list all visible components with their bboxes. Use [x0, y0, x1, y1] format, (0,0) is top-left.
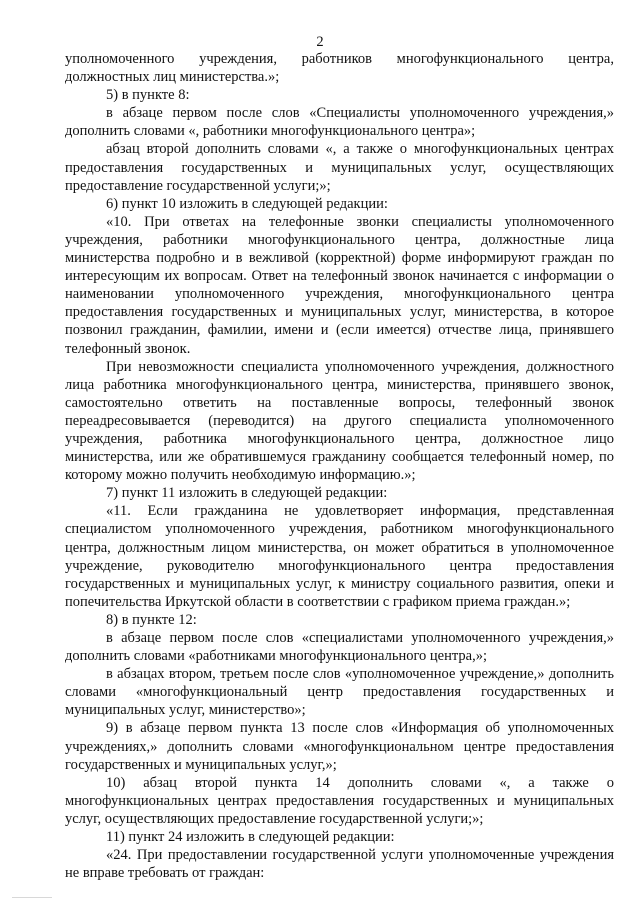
paragraph: 9) в абзаце первом пункта 13 после слов «Информация об уполномоченных учреждениях,» дополнить словами «многофункциональном центре предоставления государственных и муниципальных услуг,»;: [65, 720, 614, 773]
paragraph: 10) абзац второй пункта 14 дополнить словами «, а также о многофункциональных центрах предоставления государственных и муниципальных услуг, осуществляющих предоставление государственной услуги;»;: [65, 774, 614, 827]
footer-rule: [12, 897, 52, 898]
paragraph: 6) пункт 10 изложить в следующей редакции:: [106, 195, 388, 212]
paragraph: 7) пункт 11 изложить в следующей редакции:: [106, 485, 388, 502]
document-body: [65, 50, 614, 882]
paragraph: 11) пункт 24 изложить в следующей редакции:: [106, 829, 395, 846]
paragraph: 8) в пункте 12:: [106, 611, 197, 628]
page-number: 2: [316, 34, 324, 50]
paragraph: абзац второй дополнить словами «, а также о многофункциональных центрах предоставления государственных и муниципальных услуг, осуществляющих предоставление государственной услуги;»;: [65, 141, 614, 194]
paragraph: «24. При предоставлении государственной услуги уполномоченные учреждения не вправе требовать от граждан:: [65, 847, 614, 882]
paragraph: 5) в пункте 8:: [106, 87, 190, 104]
paragraph: «11. Если гражданина не удовлетворяет информация, представленная специалистом уполномоченного учреждения, работником многофункционального центра, должностным лицом министерства, он может обратиться в уполномоченное учреждение, руководителю многофункционального центра предоставления государственных и муниципальных услуг, к министру социального развития, опеки и попечительства Иркутской области в соответствии с графиком приема граждан.»;: [65, 503, 614, 610]
paragraph: в абзаце первом после слов «специалистами уполномоченного учреждения,» дополнить словами «работниками многофункционального центра,»;: [65, 630, 614, 665]
paragraph: «10. При ответах на телефонные звонки специалисты уполномоченного учреждения, работники многофункционального центра, должностные лица министерства подробно и в вежливой (корректной) форме информируют граждан по интересующим их вопросам. Ответ на телефонный звонок начинается с информации о наименовании уполномоченного учреждения, многофункционального центра предоставления государственных и муниципальных услуг, министерства, в которое позвонил гражданин, фамилии, имени и (если имеется) отчестве лица, принявшего телефонный звонок.: [65, 213, 614, 357]
paragraph: в абзацах втором, третьем после слов «уполномоченное учреждение,» дополнить словами «многофункциональный центр предоставления государственных и муниципальных услуг, министерство»;: [65, 666, 614, 719]
paragraph: уполномоченного учреждения, работников многофункционального центра, должностных лиц министерства.»;: [65, 51, 614, 86]
paragraph: При невозможности специалиста уполномоченного учреждения, должностного лица работника многофункционального центра, министерства, принявшего звонок, самостоятельно ответить на поставленные вопросы, телефонный звонок переадресовывается (переводится) на другого специалиста уполномоченного учреждения, работника многофункционального центра, должностное лицо министерства, или же обратившемуся гражданину сообщается телефонный номер, по которому можно получить необходимую информацию.»;: [65, 358, 614, 484]
paragraph: в абзаце первом после слов «Специалисты уполномоченного учреждения,» дополнить словами «, работники многофункционального центра»;: [65, 105, 614, 140]
